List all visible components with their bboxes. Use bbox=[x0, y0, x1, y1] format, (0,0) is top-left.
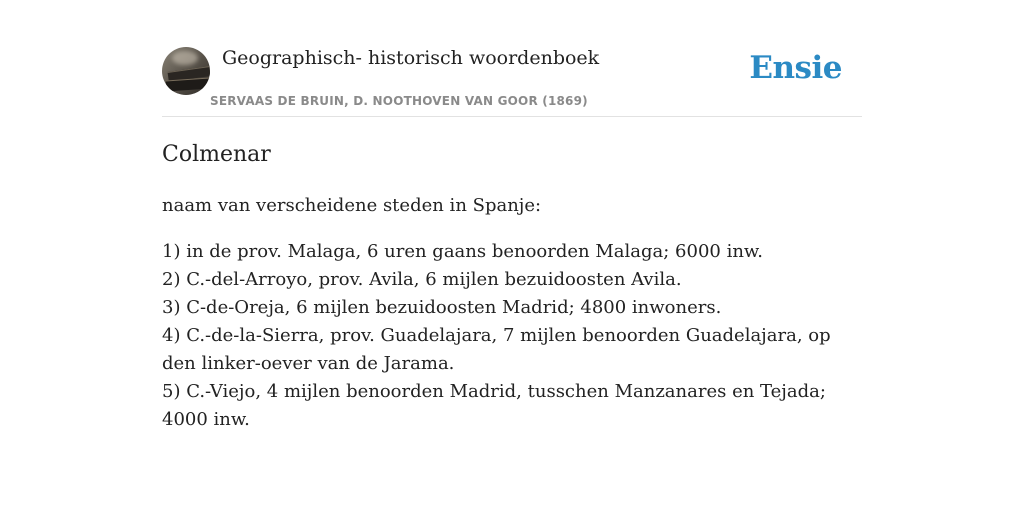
definition-item: 4) C.-de-la-Sierra, prov. Guadelajara, 7 mijlen benoorden Guadelajara, op den linker-oever van de Jarama. bbox=[162, 325, 831, 374]
definition-item: 3) C-de-Oreja, 6 mijlen bezuidoosten Madrid; 4800 inwoners. bbox=[162, 297, 722, 318]
book-header bbox=[162, 40, 862, 117]
definition-item: 5) C.-Viejo, 4 mijlen benoorden Madrid, tusschen Manzanares en Tejada; 4000 inw. bbox=[162, 381, 826, 430]
cover-book-spine bbox=[166, 77, 210, 91]
brand-logo[interactable]: Ensie bbox=[749, 50, 842, 86]
definition-list bbox=[162, 238, 842, 434]
definition-item: 2) C.-del-Arroyo, prov. Avila, 6 mijlen bezuidoosten Avila. bbox=[162, 269, 682, 290]
entry-title: Colmenar bbox=[162, 142, 271, 167]
cover-highlight bbox=[172, 51, 198, 65]
book-authors: SERVAAS DE BRUIN, D. NOOTHOVEN VAN GOOR (1869) bbox=[210, 94, 588, 108]
book-cover-icon[interactable] bbox=[162, 47, 210, 95]
entry-intro: naam van verscheidene steden in Spanje: bbox=[162, 195, 542, 216]
definition-item: 1) in de prov. Malaga, 6 uren gaans benoorden Malaga; 6000 inw. bbox=[162, 241, 763, 262]
entry-content bbox=[162, 140, 842, 434]
book-title[interactable]: Geographisch- historisch woordenboek bbox=[222, 47, 600, 69]
